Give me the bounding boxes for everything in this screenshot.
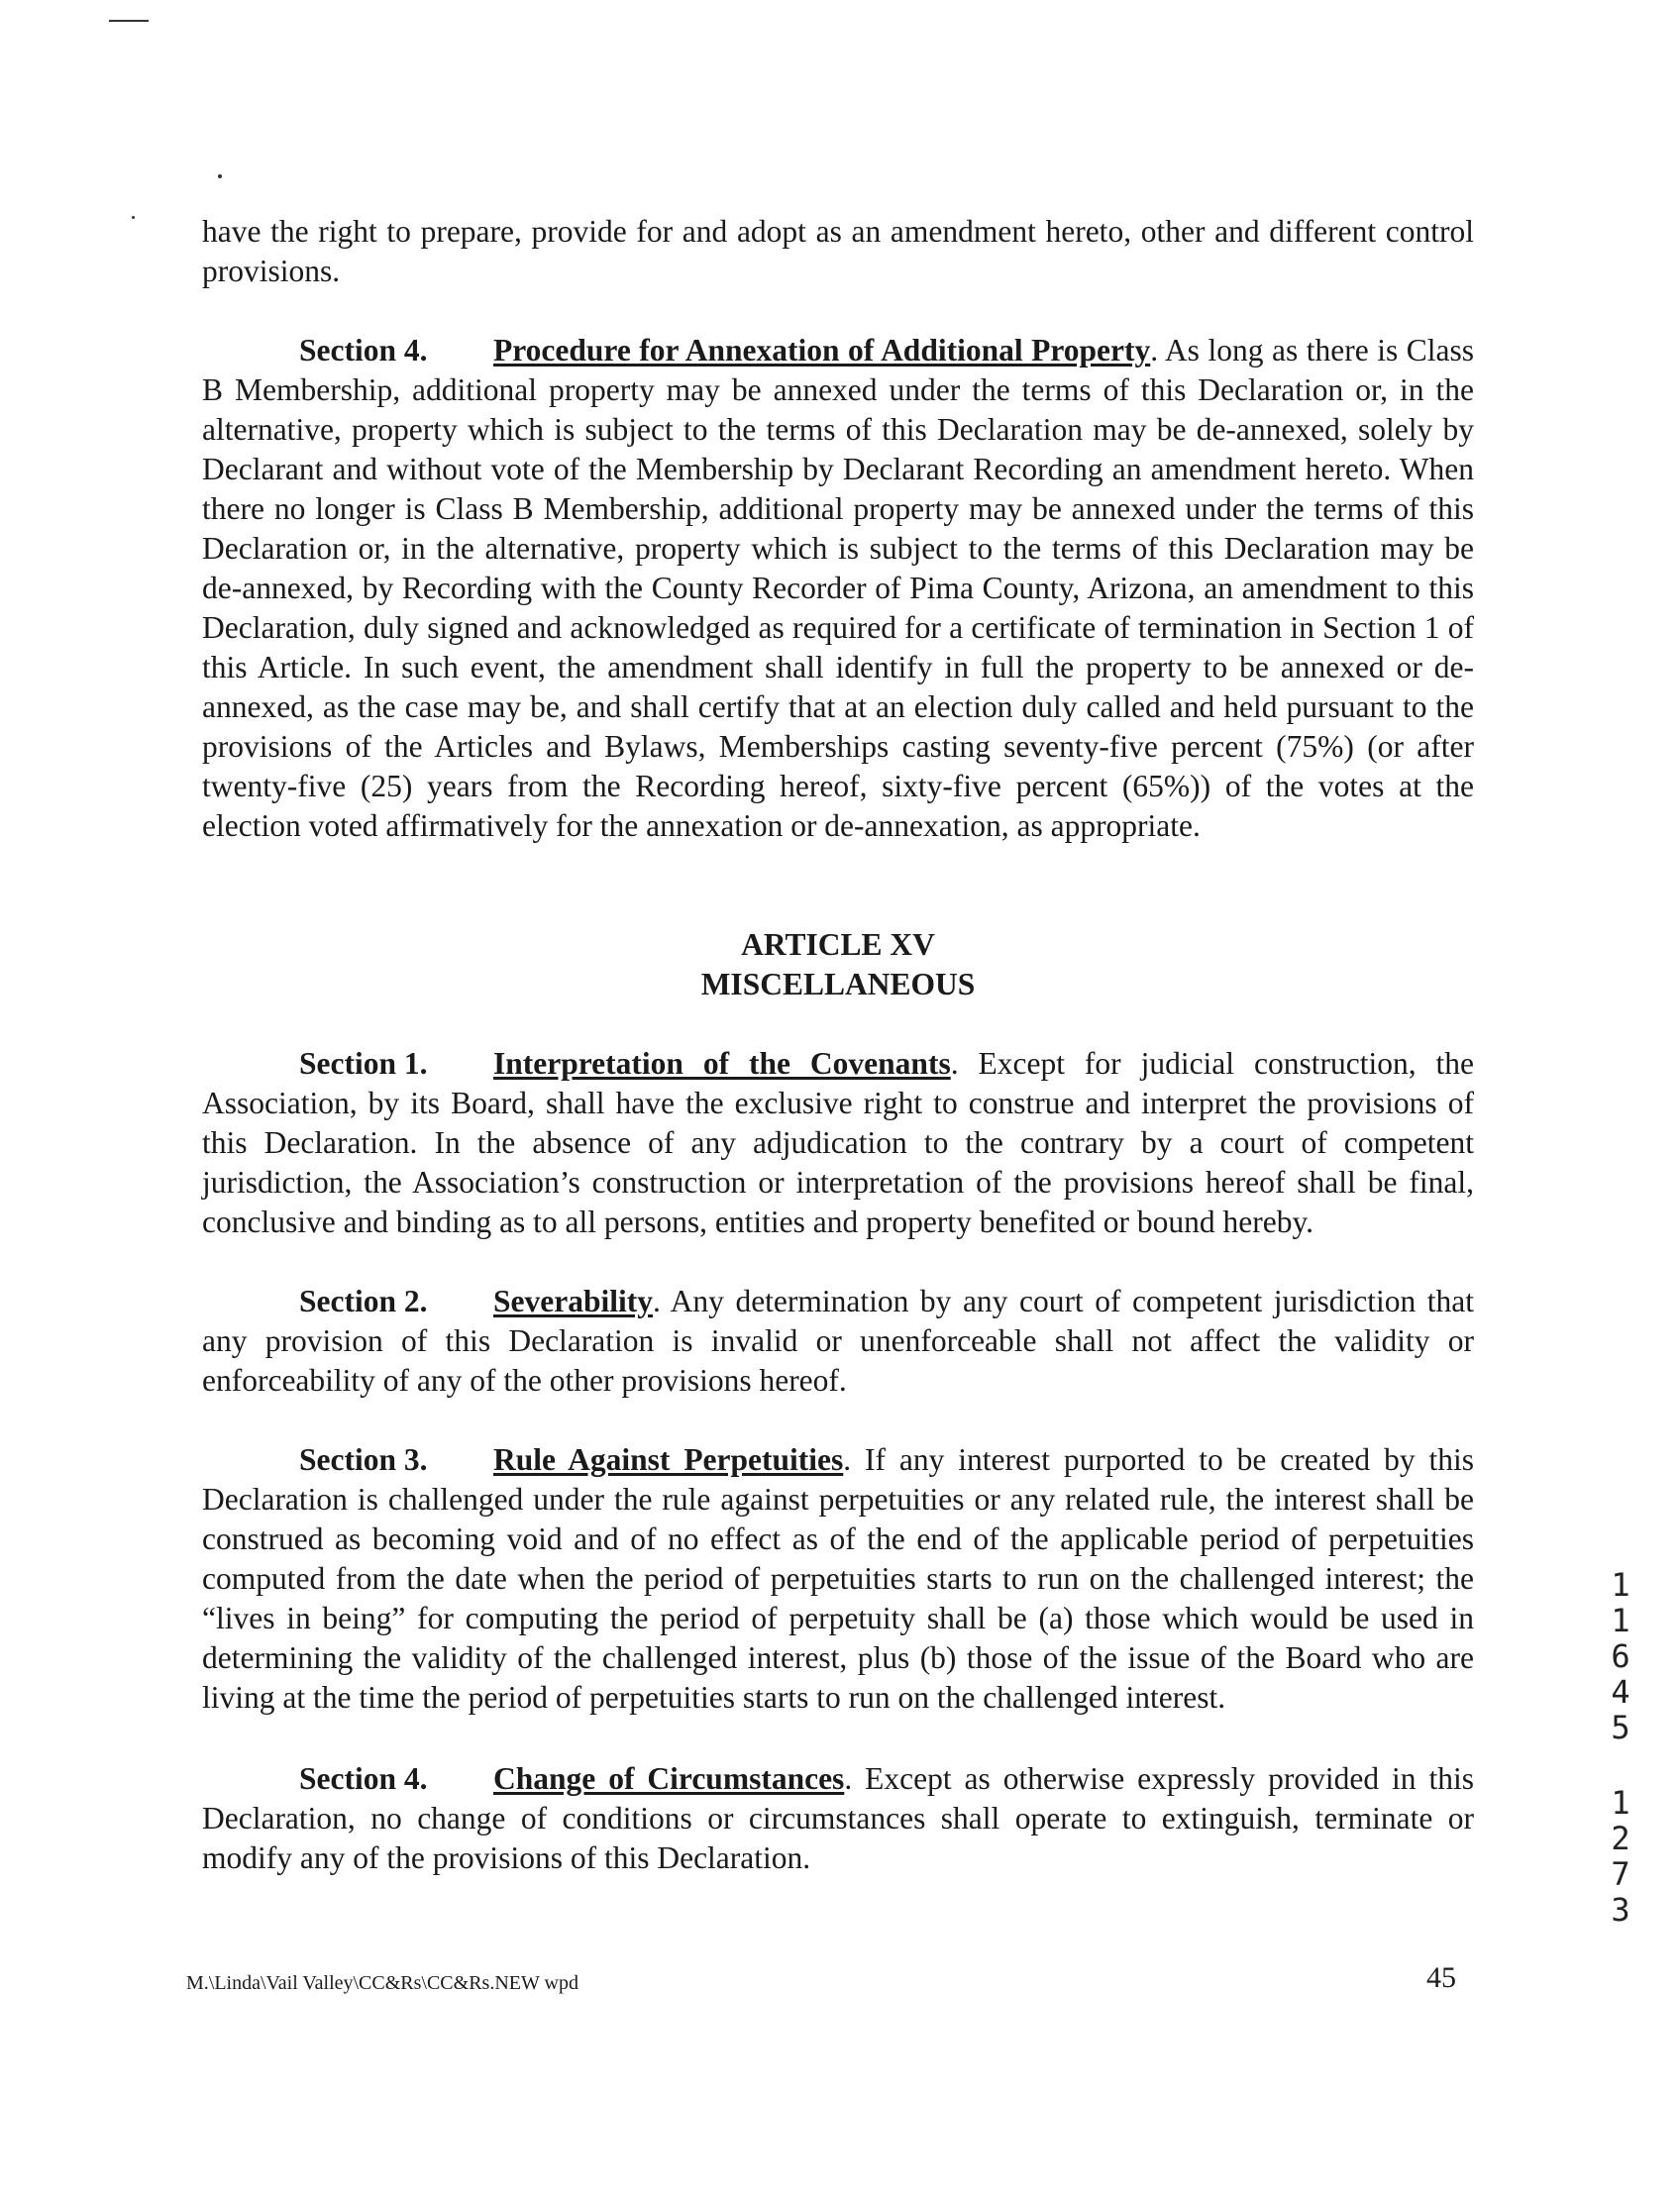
section-3-paragraph <box>202 1440 1474 1718</box>
section-body: . If any interest purported to be created by this Declaration is challenged under the rule against perpetuities or any related rule, the interest shall be construed as becoming void and of no effect as of the end of the applicable period of perpetuities computed from the date when the period of perpetuities starts to run on the challenged interest; the “lives in being” for computing the period of perpetuity shall be (a) those which would be used in determining the validity of the challenged interest, plus (b) those of the issue of the Board who are living at the time the period of perpetuities starts to run on the challenged interest. <box>202 1442 1474 1715</box>
section-2-block <box>202 1282 1474 1401</box>
section-body: . Any determination by any court of competent jurisdiction that any provision of this Declaration is invalid or unenforceable shall not affect the validity or enforceability of any of the other provisions hereof. <box>202 1284 1474 1398</box>
article-number: ARTICLE XV <box>741 927 935 962</box>
section-4-block <box>202 1759 1474 1878</box>
stamp-digit: 1 <box>1611 1602 1630 1639</box>
article-heading <box>202 925 1474 1004</box>
stamp-digit: 2 <box>1611 1820 1630 1857</box>
stamp-digit: 1 <box>1611 1566 1630 1604</box>
scan-dot-artifact <box>132 216 135 219</box>
footer-file-path: M.\Linda\Vail Valley\CC&Rs\CC&Rs.NEW wpd <box>186 1972 578 1994</box>
stamp-digit: 1 <box>1611 1784 1630 1822</box>
section-number: Section 2. <box>299 1284 428 1318</box>
section-3-block <box>202 1440 1474 1718</box>
intro-paragraph: have the right to prepare, provide for and adopt as an amendment hereto, other and different control provisions. <box>202 214 1474 288</box>
section-2-paragraph <box>202 1282 1474 1401</box>
section-body: . Except as otherwise expressly provided in this Declaration, no change of conditions or circumstances shall operate to extinguish, terminate or modify any of the provisions of this Declaration. <box>202 1761 1474 1875</box>
article-title: MISCELLANEOUS <box>700 967 976 1001</box>
stamp-digit: 7 <box>1611 1855 1630 1893</box>
recording-stamp <box>1607 1567 1634 1928</box>
section-1-block <box>202 1044 1474 1242</box>
section-number: Section 4. <box>299 333 428 367</box>
section-title: Severability <box>493 1284 653 1318</box>
section-number: Section 3. <box>299 1442 428 1477</box>
intro-paragraph-block <box>202 212 1474 291</box>
section-number: Section 1. <box>299 1046 428 1081</box>
stamp-digit: 5 <box>1611 1709 1630 1746</box>
scan-line-artifact <box>109 20 149 22</box>
section-title: Interpretation of the Covenants <box>493 1046 951 1081</box>
page-number: 45 <box>1426 1961 1456 1994</box>
section-title: Procedure for Annexation of Additional Property <box>493 333 1151 367</box>
section-body: . As long as there is Class B Membership, additional property may be annexed under the terms of this Declaration or, in the alternative, property which is subject to the terms of this Declaration may be de-annexed, solely by Declarant and without vote of the Membership by Declarant Recording an amendment hereto. When there no longer is Class B Membership, additional property may be annexed under the terms of this Declaration or, in the alternative, property which is subject to the terms of this Declaration may be de-annexed, by Recording with the County Recorder of Pima County, Arizona, an amendment to this Declaration, duly signed and acknowledged as required for a certificate of termination in Section 1 of this Article. In such event, the amendment shall identify in full the property to be annexed or de-annexed, as the case may be, and shall certify that at an election duly called and held pursuant to the provisions of the Articles and Bylaws, Memberships casting seventy-five percent (75%) (or after twenty-five (25) years from the Recording hereof, sixty-five percent (65%)) of the votes at the election voted affirmatively for the annexation or de-annexation, as appropriate. <box>202 333 1474 843</box>
section-body: . Except for judicial construction, the Association, by its Board, shall have the exclusive right to construe and interpret the provisions of this Declaration. In the absence of any adjudication to the contrary by a court of competent jurisdiction, the Association’s construction or interpretation of the provisions hereof shall be final, conclusive and binding as to all persons, entities and property benefited or bound hereby. <box>202 1046 1474 1239</box>
section-title: Rule Against Perpetuities <box>493 1442 844 1477</box>
scan-dot-artifact <box>218 174 222 178</box>
section-annexation-paragraph <box>202 331 1474 846</box>
section-number: Section 4. <box>299 1761 428 1796</box>
stamp-digit: 6 <box>1611 1637 1630 1675</box>
section-4-paragraph <box>202 1759 1474 1878</box>
stamp-gap <box>1607 1745 1634 1785</box>
section-1-paragraph <box>202 1044 1474 1242</box>
stamp-digit: 3 <box>1611 1891 1630 1929</box>
section-title: Change of Circumstances <box>493 1761 845 1796</box>
stamp-digit: 4 <box>1611 1673 1630 1711</box>
section-annexation-block <box>202 331 1474 846</box>
